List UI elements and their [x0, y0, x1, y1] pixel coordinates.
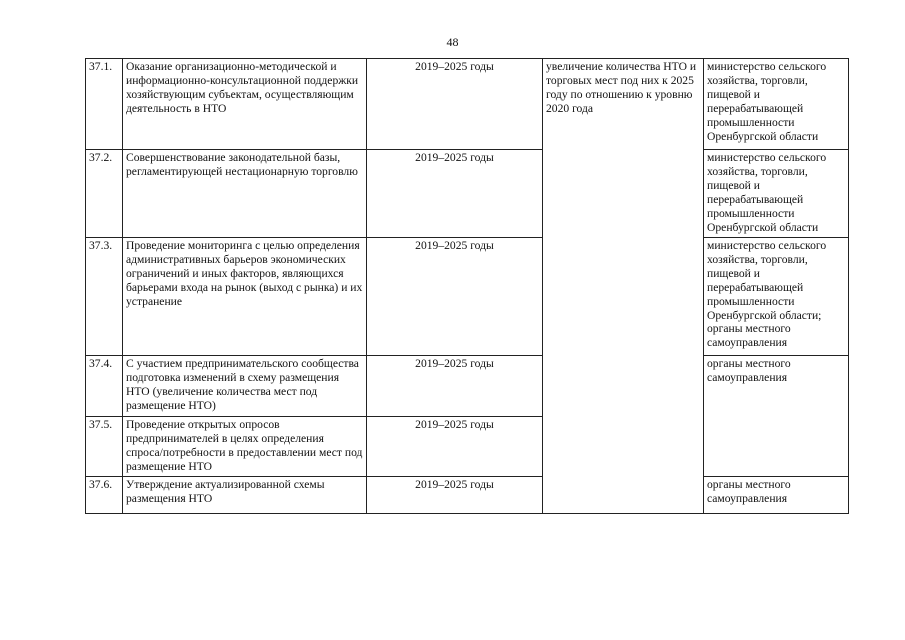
- executor-cell: органы местного самоуправления: [704, 356, 849, 477]
- period-cell: 2019–2025 годы: [367, 477, 543, 514]
- executor-cell: министерство сельского хозяйства, торговли, пищевой и перерабатывающей промышленности Оренбургской области: [704, 59, 849, 150]
- executor-cell: министерство сельского хозяйства, торговли, пищевой и перерабатывающей промышленности Оренбургской области: [704, 150, 849, 238]
- executor-cell: органы местного самоуправления: [704, 477, 849, 514]
- measure-text: Совершенствование законодательной базы, регламентирующей нестационарную торговлю: [123, 150, 367, 238]
- indicator-cell: увеличение количества НТО и торговых мест под них к 2025 году по отношению к уровню 2020 года: [543, 59, 704, 514]
- row-number: 37.4.: [86, 356, 123, 417]
- period-cell: 2019–2025 годы: [367, 150, 543, 238]
- row-number: 37.6.: [86, 477, 123, 514]
- period-cell: 2019–2025 годы: [367, 356, 543, 417]
- period-cell: 2019–2025 годы: [367, 59, 543, 150]
- executor-cell: министерство сельского хозяйства, торговли, пищевой и перерабатывающей промышленности Оренбургской области; органы местного самоуправления: [704, 238, 849, 356]
- measure-text: Утверждение актуализированной схемы размещения НТО: [123, 477, 367, 514]
- row-number: 37.5.: [86, 417, 123, 477]
- table-row: [86, 356, 849, 417]
- period-cell: 2019–2025 годы: [367, 238, 543, 356]
- table-row: [86, 150, 849, 238]
- row-number: 37.2.: [86, 150, 123, 238]
- measure-text: Проведение открытых опросов предпринимателей в целях определения спроса/потребности в предоставлении мест под размещение НТО: [123, 417, 367, 477]
- row-number: 37.3.: [86, 238, 123, 356]
- table-row: [86, 59, 849, 150]
- measure-text: С участием предпринимательского сообщества подготовка изменений в схему размещения НТО (увеличение количества мест под размещение НТО): [123, 356, 367, 417]
- period-cell: 2019–2025 годы: [367, 417, 543, 477]
- measure-text: Оказание организационно-методической и информационно-консультационной поддержки хозяйствующим субъектам, осуществляющим деятельность в НТО: [123, 59, 367, 150]
- table-row: [86, 477, 849, 514]
- measure-text: Проведение мониторинга с целью определения административных барьеров экономических ограничений и иных факторов, являющихся барьерами входа на рынок (выход с рынка) и их устранение: [123, 238, 367, 356]
- page-number: 48: [446, 35, 459, 49]
- row-number: 37.1.: [86, 59, 123, 150]
- table-row: [86, 238, 849, 356]
- measures-table: [85, 58, 849, 514]
